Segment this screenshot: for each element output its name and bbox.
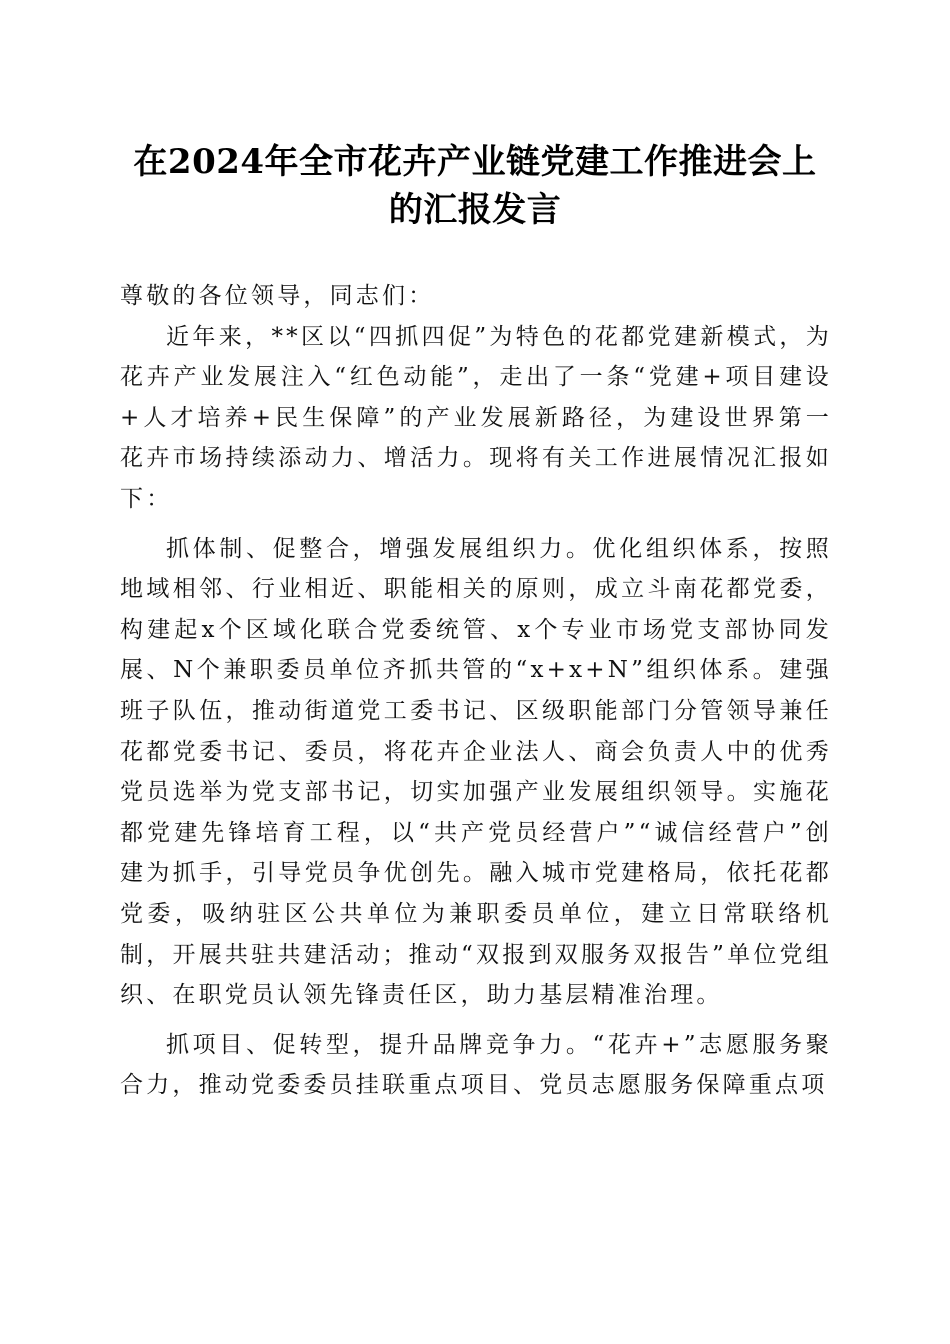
document-body [120,276,832,1106]
title-line-2: 的汇报发言 [388,190,562,230]
paragraph-intro: 近年来，**区以“四抓四促”为特色的花都党建新模式，为花卉产业发展注入“红色动能”，走出了一条“党建+项目建设+人才培养+民生保障”的产业发展新路径，为建设世界第一花卉市场持续添动力、增活力。现将有关工作进展情况汇报如下： [120,323,832,512]
salutation: 尊敬的各位领导，同志们： [120,283,435,309]
document-title [100,138,850,234]
paragraph-projects: 抓项目、促转型，提升品牌竞争力。“花卉+”志愿服务聚合力，推动党委委员挂联重点项目、党员志愿服务保障重点项 [120,1031,832,1099]
paragraph-system: 抓体制、促整合，增强发展组织力。优化组织体系，按照地域相邻、行业相近、职能相关的原则，成立斗南花都党委，构建起x个区域化联合党委统管、x个专业市场党支部协同发展、N个兼职委员单位齐抓共管的“x+x+N”组织体系。建强班子队伍，推动街道党工委书记、区级职能部门分管领导兼任花都党委书记、委员，将花卉企业法人、商会负责人中的优秀党员选举为党支部书记，切实加强产业发展组织领导。实施花都党建先锋培育工程，以“共产党员经营户”“诚信经营户”创建为抓手，引导党员争优创先。融入城市党建格局，依托花都党委，吸纳驻区公共单位为兼职委员单位，建立日常联络机制，开展共驻共建活动；推动“双报到双服务双报告”单位党组织、在职党员认领先锋责任区，助力基层精准治理。 [120,535,832,1009]
title-line-1: 在2024年全市花卉产业链党建工作推进会上 [133,142,817,182]
